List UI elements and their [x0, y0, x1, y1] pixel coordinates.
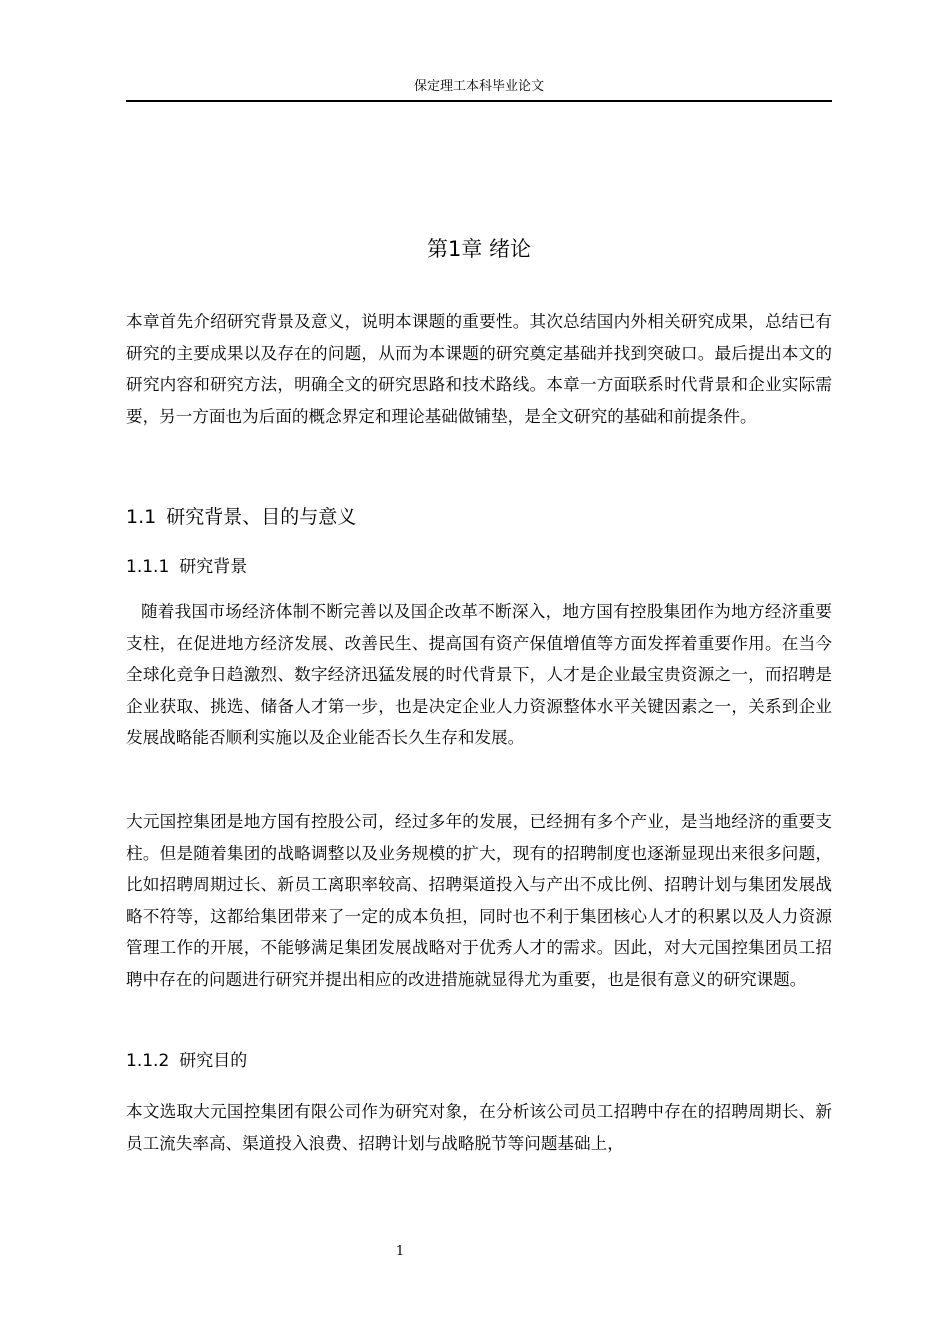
section-number: 1.1.1 — [126, 557, 170, 577]
chapter-title: 第1章 绪论 — [426, 237, 532, 261]
section-number: 1.1.2 — [126, 1051, 170, 1071]
section-heading-1-1-2 — [126, 1048, 247, 1074]
section-title: 研究目的 — [179, 1051, 248, 1071]
section-title: 研究背景 — [179, 557, 248, 577]
page-number: 1 — [395, 1244, 405, 1259]
section-heading-1-1-1 — [126, 554, 247, 580]
background-paragraph-1: 随着我国市场经济体制不断完善以及国企改革不断深入，地方国有控股集团作为地方经济重要支柱，在促进地方经济发展、改善民生、提高国有资产保值增值等方面发挥着重要作用。在当今全球化竞争日趋激烈、数字经济迅猛发展的时代背景下，人才是企业最宝贵资源之一，而招聘是企业获取、挑选、储备人才第一步，也是决定企业人力资源整体水平关键因素之一，关系到企业发展战略能否顺利实施以及企业能否长久生存和发展。 — [126, 602, 832, 747]
section-title: 研究背景、目的与意义 — [166, 506, 357, 528]
page-header: 保定理工本科毕业论文 — [413, 79, 544, 94]
purpose-paragraph: 本文选取大元国控集团有限公司作为研究对象，在分析该公司员工招聘中存在的招聘周期长、新员工流失率高、渠道投入浪费、招聘计划与战略脱节等问题基础上， — [126, 1102, 832, 1153]
section-number: 1.1 — [126, 506, 157, 528]
section-heading-1-1 — [126, 503, 356, 531]
header-rule — [126, 100, 832, 102]
background-paragraph-2: 大元国控集团是地方国有控股公司，经过多年的发展，已经拥有多个产业，是当地经济的重要支柱。但是随着集团的战略调整以及业务规模的扩大，现有的招聘制度也逐渐显现出来很多问题，比如招聘周期过长、新员工离职率较高、招聘渠道投入与产出不成比例、招聘计划与集团发展战略不符等，这都给集团带来了一定的成本负担，同时也不利于集团核心人才的积累以及人力资源管理工作的开展，不能够满足集团发展战略对于优秀人才的需求。因此，对大元国控集团员工招聘中存在的问题进行研究并提出相应的改进措施就显得尤为重要，也是很有意义的研究课题。 — [126, 812, 832, 989]
intro-paragraph: 本章首先介绍研究背景及意义，说明本课题的重要性。其次总结国内外相关研究成果，总结已有研究的主要成果以及存在的问题，从而为本课题的研究奠定基础并找到突破口。最后提出本文的研究内容和研究方法，明确全文的研究思路和技术路线。本章一方面联系时代背景和企业实际需要，另一方面也为后面的概念界定和理论基础做铺垫，是全文研究的基础和前提条件。 — [126, 312, 832, 426]
